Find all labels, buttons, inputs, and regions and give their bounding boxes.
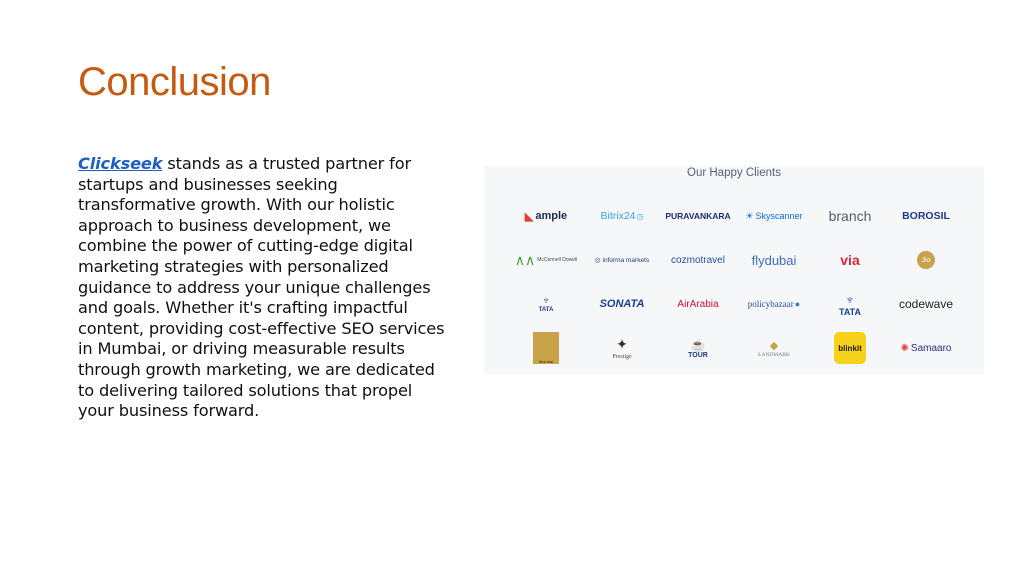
paragraph-text: stands as a trusted partner for startups and businesses seeking transformative growth. With our holistic approach to business development, we combine the power of cutting-edge digital marketing strategies with personalized guidance to address your unique challenges and goals. Whether it's crafting impactful content, providing cost-effective SEO services in Mumbai, or driving measurable results through growth marketing, we are dedicated to delivering tailored solutions that propel your business forward. (78, 154, 445, 421)
sonata-logo: SONATA (599, 298, 645, 310)
client-logo-grid (508, 194, 964, 370)
tata-motors-logo: ♆ TATA (839, 291, 861, 317)
prestige-logo: ✦ Prestige (612, 337, 632, 360)
clients-heading: Our Happy Clients (687, 167, 781, 179)
policybazaar-logo: policybazaar ● (747, 299, 801, 309)
mumbai-building-logo: Mumbai (508, 326, 584, 370)
tata-logistics-logo: ♆ TATA (538, 295, 554, 313)
mcconnell-dowell-logo: ∧∧ McConnell Dowell (514, 251, 578, 268)
landmark-group-logo: ◆ LANDMARK (758, 339, 790, 358)
codewave-logo: codewave (898, 297, 954, 311)
slide-title: Conclusion (78, 60, 271, 104)
skyscanner-logo: ☀ Skyscanner (745, 210, 803, 221)
samaaro-logo: ✺ Samaaro (900, 342, 952, 354)
borosil-logo: BOROSIL (902, 210, 950, 222)
informa-markets-logo: ◎ informa markets (594, 256, 650, 264)
puravankara-logo: PURAVANKARA (665, 211, 731, 221)
conclusion-paragraph (78, 154, 450, 422)
happy-clients-image (484, 166, 984, 374)
branch-logo: branch (828, 208, 872, 224)
clickseek-link[interactable]: Clickseek (78, 154, 163, 173)
ample-logo: ◣ ample (524, 210, 568, 223)
cozmotravel-logo: cozmotravel (671, 254, 725, 266)
tour-logo: ☕ TOUR (688, 337, 708, 359)
jio-logo: Jio (888, 238, 964, 282)
bitrix24-logo: Bitrix24 ◷ (600, 210, 644, 222)
air-arabia-logo: AirArabia (677, 298, 719, 310)
blinkit-logo: blinkit (812, 326, 888, 370)
via-logo: via (840, 252, 860, 268)
flydubai-logo: flydubai (751, 252, 797, 268)
